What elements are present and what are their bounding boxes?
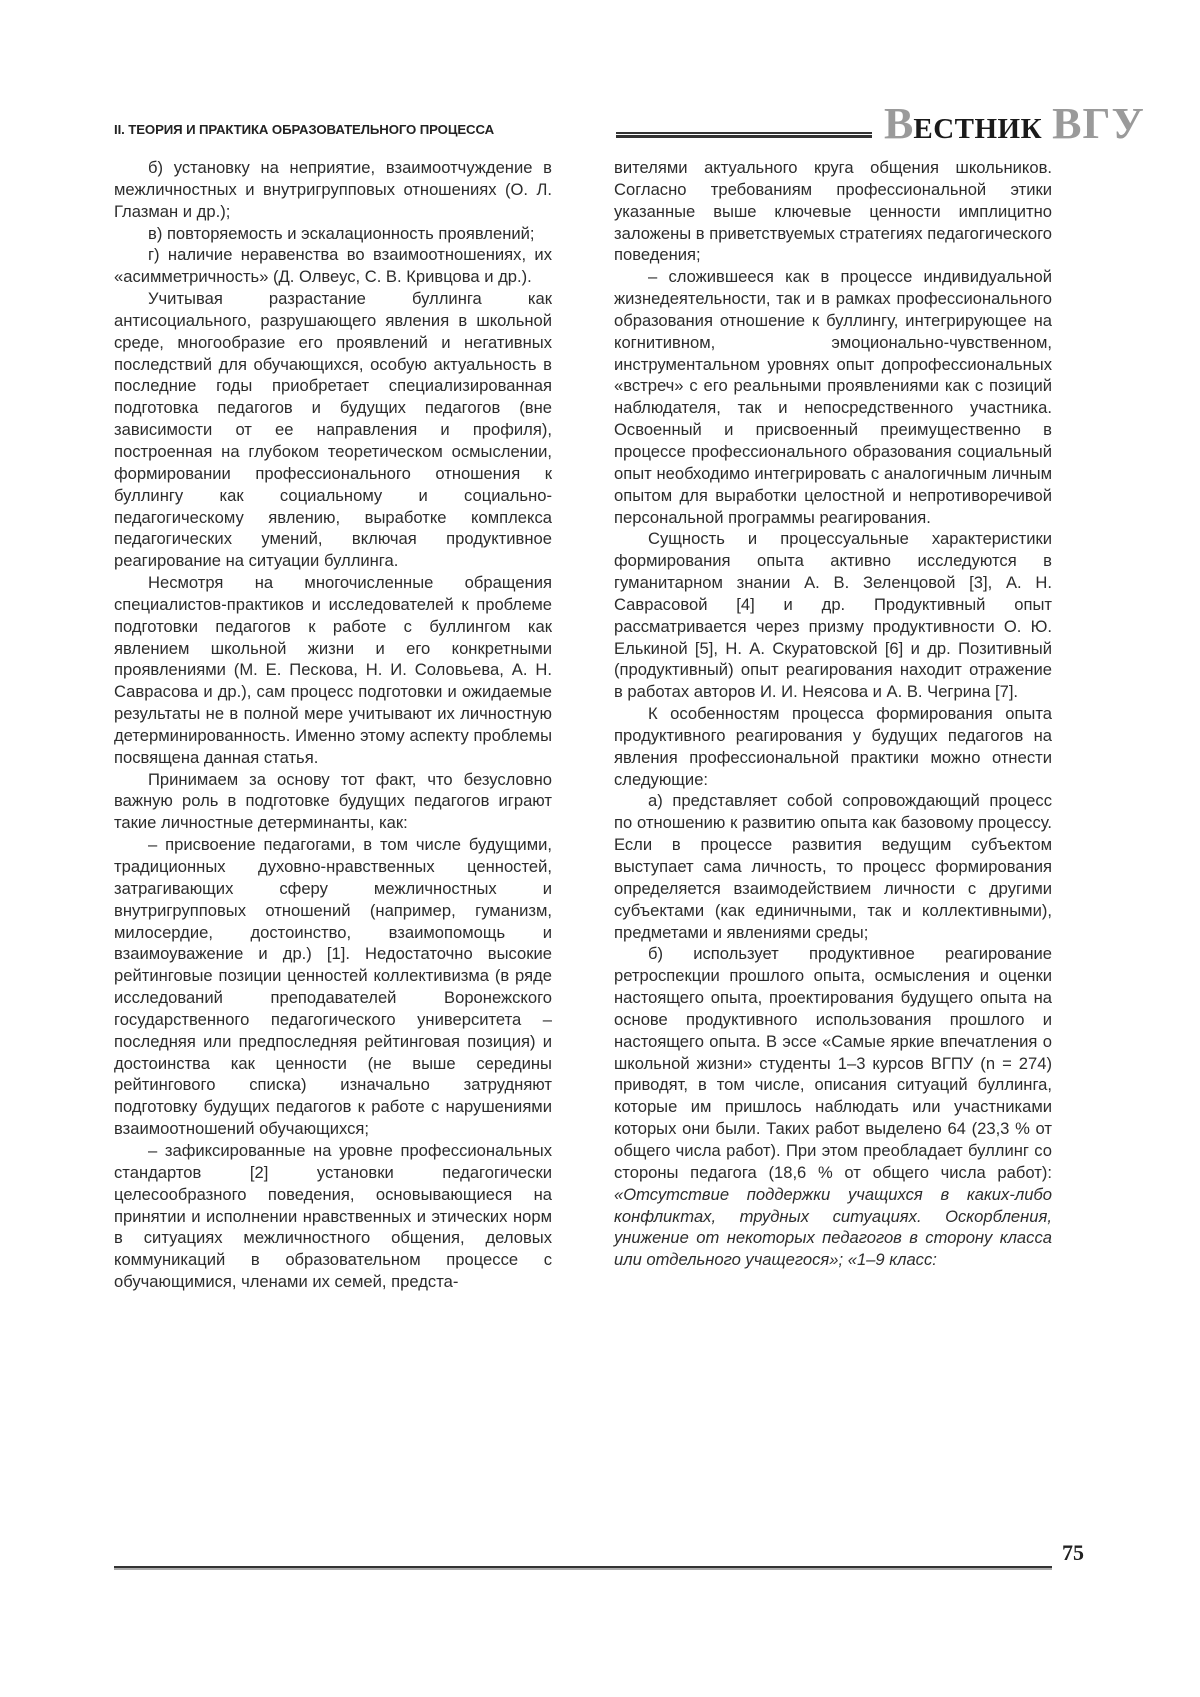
journal-abbreviation: ВГУ xyxy=(1052,99,1145,148)
journal-name-rest: ЕСТНИК xyxy=(913,113,1043,145)
paragraph: Учитывая разрастание буллинга как антисоциального, разрушающего явления в школьной среде, многообразие его проявлений и негативных последствий для обучающихся, особую актуальность в последние годы приобретает специализированная подготовка педагогов и будущих педагогов (вне зависимости от ее направления и профиля), построенная на глубоком теоретическом осмыслении, формировании профессионального отношения к буллингу как социальному и социально-педагогическому явлению, выработке комплекса педагогических умений, включая продуктивное реагирование на ситуации буллинга. xyxy=(114,289,552,571)
paragraph-continuation: вителями актуального круга общения школьников. Согласно требованиям профессиональной этики указанные выше ключевые ценности имплицитно заложены в приветствуемых стратегиях педагогического поведения; xyxy=(614,158,1052,265)
journal-initial: В xyxy=(884,99,914,148)
paragraph: г) наличие неравенства во взаимоотношениях, их «асимметричность» (Д. Олвеус, С. В. Кривцова и др.). xyxy=(114,245,552,287)
paragraph: а) представляет собой сопровождающий процесс по отношению к развитию опыта как базовому процессу. Если в процессе развития ведущим субъектом выступает сама личность, то процесс формирования определяется взаимодействием личности с другими субъектами (как единичными, так и коллективными), предметами и явлениями среды; xyxy=(614,791,1052,942)
paragraph: Несмотря на многочисленные обращения специалистов-практиков и исследователей к проблеме подготовки педагогов к работе с буллингом как явлением школьной жизни и его конкретными проявлениями (М. Е. Пескова, Н. И. Соловьева, А. Н. Саврасова и др.), сам процесс подготовки и ожидаемые результаты не в полной мере учитывают их личностную детерминированность. Именно этому аспекту проблемы посвящена данная статья. xyxy=(114,573,552,767)
left-column xyxy=(114,157,552,1293)
running-header xyxy=(114,99,1145,148)
paragraph: Сущность и процессуальные характеристики формирования опыта активно исследуются в гуманитарном знании А. В. Зеленцовой [3], А. Н. Саврасовой [4] и др. Продуктивный опыт рассматривается через призму продуктивности О. Ю. Елькиной [5], Н. А. Скуратовской [6] и др. Позитивный (продуктивный) опыт реагирования находит отражение в работах авторов И. И. Неясова и А. В. Чегрина [7]. xyxy=(614,529,1052,702)
header-double-rule xyxy=(616,132,872,139)
paragraph: в) повторяемость и эскалационность проявлений; xyxy=(148,223,535,243)
paragraph: – сложившееся как в процессе индивидуальной жизнедеятельности, так и в рамках профессионального образования отношение к буллингу, интегрирующее на когнитивном, эмоционально-чувственном, инструментальном уровнях опыт допрофессиональных «встреч» с его реальными проявлениями как с позиций наблюдателя, так и непосредственного участника. Освоенный и присвоенный преимущественно в процессе профессионального образования социальный опыт необходимо интегрировать с аналогичным личным опытом для выработки целостной и непротиворечивой персональной программы реагирования. xyxy=(614,267,1052,527)
paragraph: – присвоение педагогами, в том числе будущими, традиционных духовно-нравственных ценностей, затрагивающих сферу межличностных и внутригрупповых отношений (например, гуманизм, милосердие, достоинство, взаимопомощь и взаимоуважение и др.) [1]. Недостаточно высокие рейтинговые позиции ценностей коллективизма (в ряде исследований преподавателей Воронежского государственного педагогического университета – последняя или предпоследняя рейтинговая позиция) и достоинства как ценности (не выше середины рейтингового списка) изначально затрудняют подготовку будущих педагогов к работе с нарушениями взаимоотношений обучающихся; xyxy=(114,835,552,1139)
right-column xyxy=(614,157,1052,1271)
paragraph-text: б) использует продуктивное реагирование ретроспекции прошлого опыта, осмысления и оценки настоящего опыта, проектирования будущего опыта на основе продуктивного использования прошлого и настоящего опыта. В эссе «Самые яркие впечатления о школьной жизни» студенты 1–3 курсов ВГПУ (n = 274) приводят, в том числе, описания ситуаций буллинга, которые им пришлось наблюдать или участниками которых они были. Таких работ выделено 64 (23,3 % от общего числа работ). При этом преобладает буллинг со стороны педагога (18,6 % от общего числа работ): xyxy=(614,944,1052,1182)
section-title: II. ТЕОРИЯ И ПРАКТИКА ОБРАЗОВАТЕЛЬНОГО ПРОЦЕССА xyxy=(114,122,495,137)
paragraph: Принимаем за основу тот факт, что безусловно важную роль в подготовке будущих педагогов играют такие личностные детерминанты, как: xyxy=(114,769,552,833)
paragraph xyxy=(614,943,1052,1271)
journal-logo xyxy=(884,99,1145,154)
page-number: 75 xyxy=(1062,1540,1084,1565)
quotation: «Отсутствие поддержки учащихся в каких-либо конфликтах, трудных ситуациях. Оскорбления, унижение от некоторых педагогов в сторону класса или отдельного учащегося»; «1–9 класс: xyxy=(614,1184,1052,1270)
paragraph: б) установку на неприятие, взаимоотчуждение в межличностных и внутригрупповых отношениях (О. Л. Глазман и др.); xyxy=(114,158,552,221)
paragraph: – зафиксированные на уровне профессиональных стандартов [2] установки педагогически целесообразного поведения, основывающиеся на принятии и исполнении нравственных и этических норм в ситуациях межличностного общения, деловых коммуникаций в образовательном процессе с обучающимися, членами их семей, предста- xyxy=(114,1140,552,1292)
paragraph: К особенностям процесса формирования опыта продуктивного реагирования у будущих педагогов на явления профессиональной практики можно отнести следующие: xyxy=(614,704,1052,789)
footer-rule xyxy=(114,1566,1052,1570)
